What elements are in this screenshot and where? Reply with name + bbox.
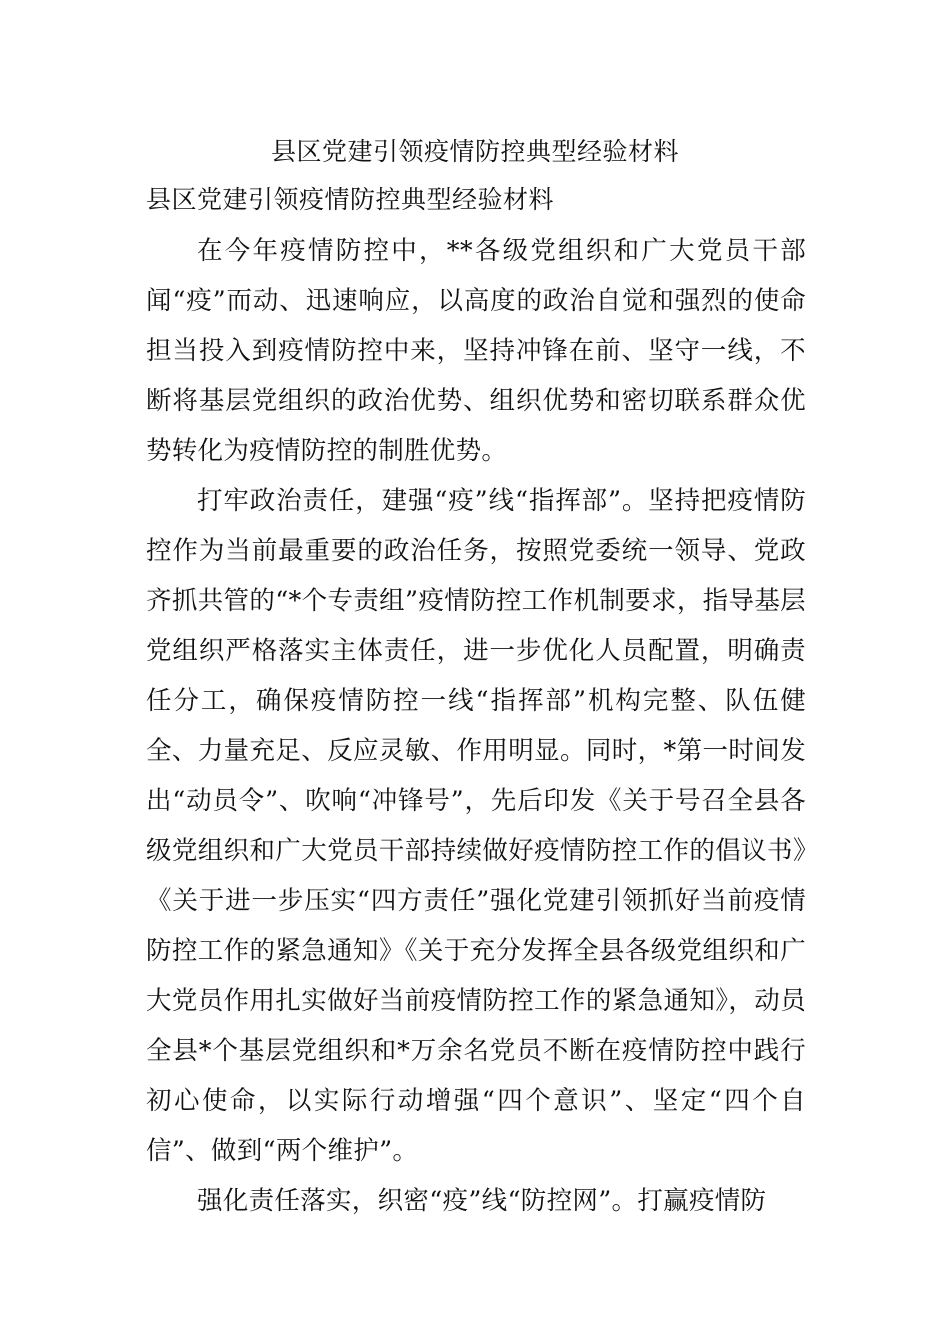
document-subtitle: 县区党建引领疫情防控典型经验材料 (146, 185, 555, 214)
paragraph-political-responsibility: 打牢政治责任，建强“疫”线“指挥部”。坚持把疫情防控作为当前最重要的政治任务，按照党委统一领导、党政齐抓共管的“*个专责组”疫情防控工作机制要求，指导基层党组织严格落实主体责任，进一步优化人员配置，明确责任分工，确保疫情防控一线“指挥部”机构完整、队伍健全、力量充足、反应灵敏、作用明显。同时，*第一时间发出“动员令”、吹响“冲锋号”，先后印发《关于号召全县各级党组织和广大党员干部持续做好疫情防控工作的倡议书》《关于进一步压实“四方责任”强化党建引领抓好当前疫情防控工作的紧急通知》《关于充分发挥全县各级党组织和广大党员作用扎实做好当前疫情防控工作的紧急通知》，动员全县*个基层党组织和*万余名党员不断在疫情防控中践行初心使命，以实际行动增强“四个意识”、坚定“四个自信”、做到“两个维护”。 (146, 486, 806, 1166)
document-body (146, 226, 806, 1226)
paragraph-intro: 在今年疫情防控中，**各级党组织和广大党员干部闻“疫”而动、迅速响应，以高度的政治自觉和强烈的使命担当投入到疫情防控中来，坚持冲锋在前、坚守一线，不断将基层党组织的政治优势、组织优势和密切联系群众优势转化为疫情防控的制胜优势。 (146, 236, 806, 466)
paragraph-responsibility-implementation: 强化责任落实，织密“疫”线“防控网”。打赢疫情防 (197, 1186, 767, 1216)
document-title: 县区党建引领疫情防控典型经验材料 (270, 137, 679, 166)
